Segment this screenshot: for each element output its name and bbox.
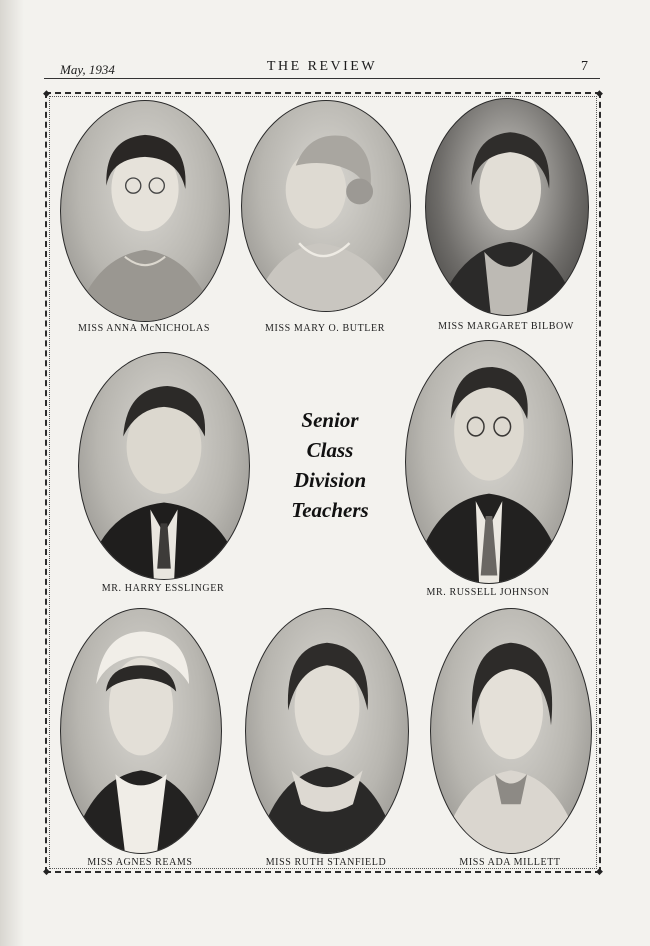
portrait-photo: [245, 608, 409, 854]
border-corner-ornament: ◆: [43, 88, 50, 98]
heading-line: Division: [293, 468, 367, 492]
portrait-caption: MISS RUTH STANFIELD: [265, 857, 387, 868]
heading-line: Class: [306, 438, 354, 462]
portrait-photo: [405, 340, 573, 584]
portrait-caption: MR. RUSSELL JOHNSON: [426, 587, 550, 598]
portrait-caption: MISS MARY O. BUTLER: [265, 323, 385, 334]
heading-line: Senior: [301, 408, 359, 432]
page-edge-shadow: [0, 0, 24, 946]
portrait-caption: MISS ANNA McNICHOLAS: [77, 323, 210, 334]
portrait-photo: [241, 100, 411, 312]
page-heading: [270, 405, 390, 525]
border-corner-ornament: ◆: [43, 866, 50, 876]
border-corner-ornament: ◆: [596, 88, 603, 98]
page-header: [44, 56, 600, 79]
heading-line: Teachers: [291, 498, 369, 522]
portrait-photo: [60, 608, 222, 854]
portrait-caption: MR. HARRY ESSLINGER: [101, 583, 225, 594]
publication-title: THE REVIEW: [266, 59, 378, 74]
portrait-photo: [78, 352, 250, 580]
border-corner-ornament: ◆: [596, 866, 603, 876]
portrait-caption: MISS MARGARET BILBOW: [438, 321, 574, 332]
portrait-photo: [430, 608, 592, 854]
portrait-photo: [60, 100, 230, 322]
portrait-caption: MISS ADA MILLETT: [459, 857, 561, 868]
portrait-caption: MISS AGNES REAMS: [87, 857, 193, 868]
issue-date: May, 1934: [60, 62, 115, 77]
page-number: 7: [581, 59, 588, 74]
portrait-photo: [425, 98, 589, 316]
